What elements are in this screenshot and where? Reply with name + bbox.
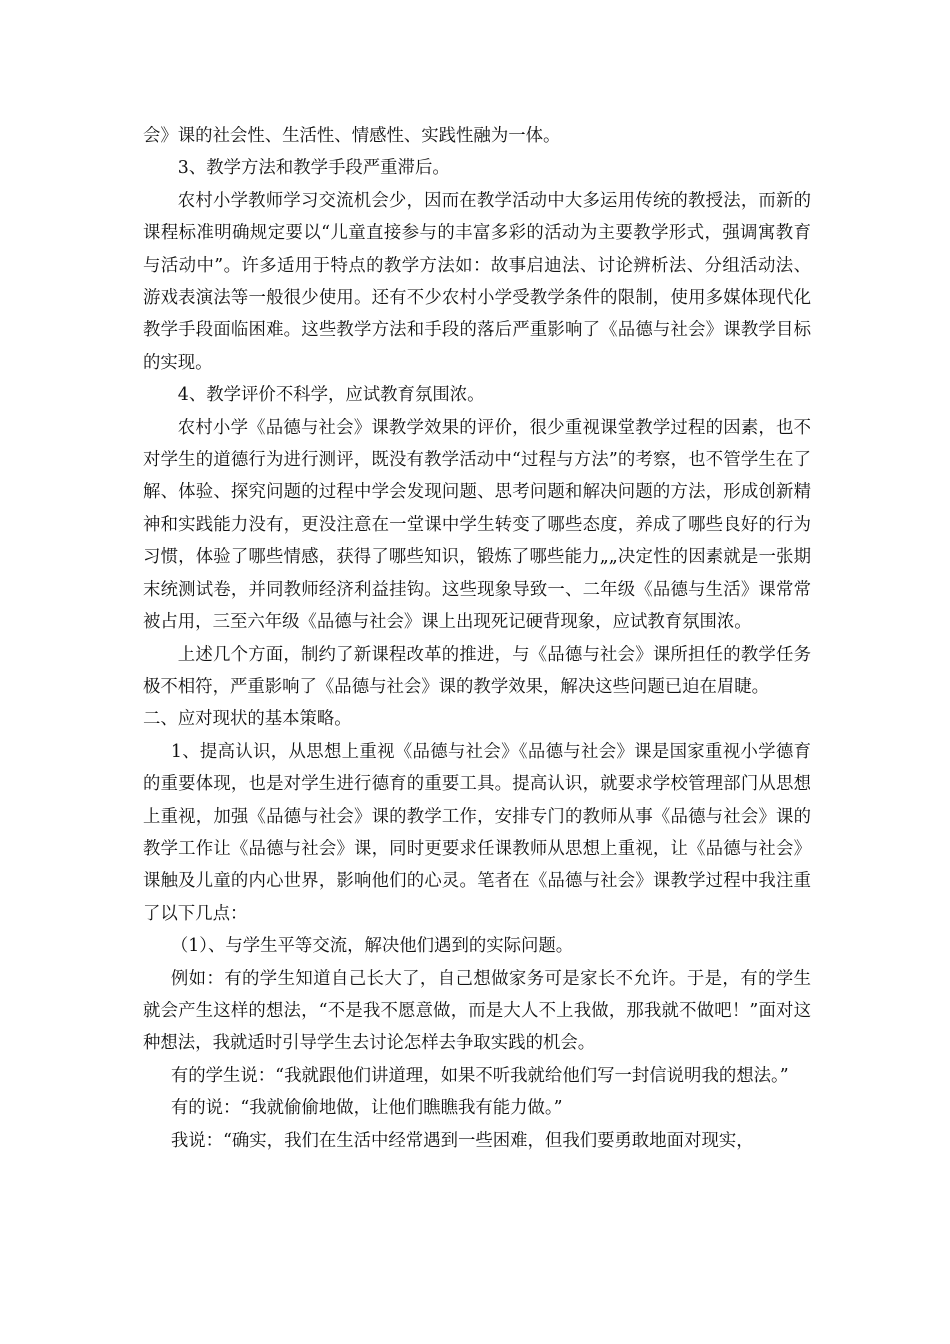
section-heading-strategies: 二、应对现状的基本策略。	[143, 709, 352, 730]
paragraph-student-quote-2: 有的说：“我就偷偷地做，让他们瞧瞧我有能力做。”	[170, 1098, 563, 1119]
paragraph-example: 例如：有的学生知道自己长大了，自己想做家务可是家长不允许。于是，有的学生就会产生这样的想法，“不是我不愿意做，而是大人不上我做，那我就不做吧！”面对这种想法，我就适时引导学生去讨论怎样去争取实践的机会。	[143, 968, 811, 1054]
paragraph-teaching-methods: 农村小学教师学习交流机会少，因而在教学活动中大多运用传统的教授法，而新的课程标准明确规定要以“儿童直接参与的丰富多彩的活动为主要教学形式，强调寓教育与活动中”。许多适用于特点的教学方法如：故事启迪法、讨论辨析法、分组活动法、游戏表演法等一般很少使用。还有不少农村小学受教学条件的限制，使用多媒体现代化教学手段面临困难。这些教学方法和手段的落后严重影响了《品德与社会》课教学目标的实现。	[143, 190, 811, 373]
heading-point-4: 4、教学评价不科学，应试教育氛围浓。	[177, 385, 485, 406]
paragraph-evaluation: 农村小学《品德与社会》课教学效果的评价，很少重视课堂教学过程的因素，也不对学生的道德行为进行测评，既没有教学活动中“过程与方法”的考察，也不管学生在了解、体验、探究问题的过程中学会发现问题、思考问题和解决问题的方法，形成创新精神和实践能力没有，更没注意在一堂课中学生转变了哪些态度，养成了哪些良好的行为习惯，体验了哪些情感，获得了哪些知识，锻炼了哪些能力„„决定性的因素就是一张期末统测试卷，并同教师经济利益挂钩。这些现象导致一、二年级《品德与生活》课常常被占用，三至六年级《品德与社会》课上出现死记硬背现象，应试教育氛围浓。	[143, 417, 811, 633]
document-page	[143, 120, 811, 1157]
heading-point-3: 3、教学方法和教学手段严重滞后。	[177, 158, 450, 179]
paragraph-teacher-quote: 我说：“确实，我们在生活中经常遇到一些困难，但我们要勇敢地面对现实，	[170, 1130, 754, 1151]
subheading-strategy-1-1: （1）、与学生平等交流，解决他们遇到的实际问题。	[170, 936, 574, 957]
paragraph-continuation: 会》课的社会性、生活性、情感性、实践性融为一体。	[143, 126, 561, 146]
paragraph-summary: 上述几个方面，制约了新课程改革的推进，与《品德与社会》课所担任的教学任务极不相符，严重影响了《品德与社会》课的教学效果，解决这些问题已迫在眉睫。	[143, 644, 811, 697]
paragraph-student-quote-1: 有的学生说：“我就跟他们讲道理，如果不听我就给他们写一封信说明我的想法。”	[170, 1065, 789, 1086]
paragraph-strategy-1: 1、提高认识，从思想上重视《品德与社会》《品德与社会》课是国家重视小学德育的重要体现，也是对学生进行德育的重要工具。提高认识，就要求学校管理部门从思想上重视，加强《品德与社会》课的教学工作，安排专门的教师从事《品德与社会》课的教学工作让《品德与社会》课，同时更要求任课教师从思想上重视，让《品德与社会》课触及儿童的内心世界，影响他们的心灵。笔者在《品德与社会》课教学过程中我注重了以下几点：	[143, 741, 811, 924]
